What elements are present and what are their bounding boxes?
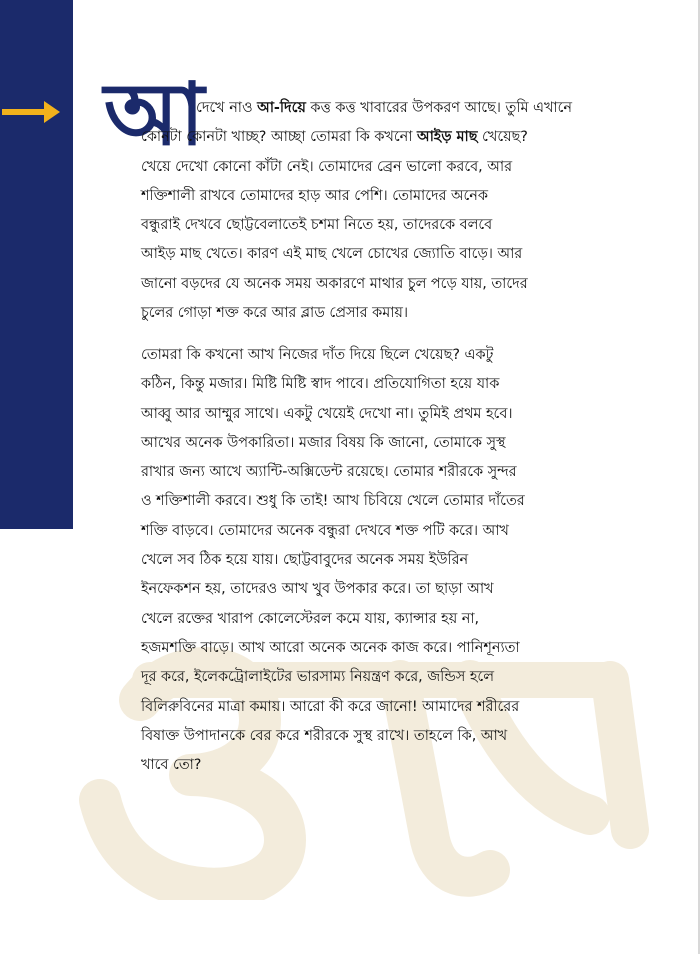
paragraph-line: শক্তি বাড়বে। তোমাদের অনেক বন্ধুরা দেখবে শক্ত পটি করে। আখ [141,522,509,539]
paragraph-line: ও শক্তিশালী করবে। শুধু কি তাই! আখ চিবিয়ে খেলে তোমার দাঁতের [141,493,525,510]
paragraph-line: দূর করে, ইলেকট্রোলাইটের ভারসাম্য নিয়ন্ত্রণ করে, জন্ডিস হলে [141,669,494,686]
paragraph-line: তোমরা কি কখনো আখ নিজের দাঁত দিয়ে ছিলে খেয়েছ? একটু [141,347,494,363]
drop-cap: আ [104,64,205,165]
paragraph-line: কঠিন, কিন্তু মজার। মিষ্টি মিষ্টি স্বাদ পাবে। প্রতিযোগিতা হয়ে যাক [141,376,500,393]
paragraph-line: আব্বু আর আম্মুর সাথে। একটু খেয়েই দেখো না। তুমিই প্রথম হবে। [141,405,513,422]
paragraph-line: কোনটা কোনটা খাচ্ছ? আচ্ছা তোমরা কি কখনো আইড় মাছ খেয়েছ? [141,129,528,146]
paragraph-line: রাখার জন্য আখে অ্যান্টি-অক্সিডেন্ট রয়েছে। তোমার শরীরকে সুন্দর [141,464,517,481]
paragraph-line: বিলিরুবিনের মাত্রা কমায়। আরো কী করে জানো! আমাদের শরীরের [141,698,520,715]
paragraph-line: জানো বড়দের যে অনেক সময় অকারণে মাথার চুল পড়ে যায়, তাদের [141,275,528,292]
paragraph-line: খেলে সব ঠিক হয়ে যায়। ছোট্টবাবুদের অনেক সময় ইউরিন [141,552,469,569]
paragraph-1 [141,94,572,328]
side-bar [0,0,73,529]
paragraph-line: চুলের গোড়া শক্ত করে আর ব্লাড প্রেসার কমায়। [141,305,409,322]
paragraph-line: হজমশক্তি বাড়ে। আখ আরো অনেক অনেক কাজ করে। পানিশূন্যতা [141,639,520,656]
paragraph-line: আখের অনেক উপকারিতা। মজার বিষয় কি জানো, তোমাকে সুস্থ [141,434,506,451]
paragraph-line: খেলে রক্তের খারাপ কোলেস্টেরল কমে যায়, ক্যান্সার হয় না, [141,610,480,627]
paragraph-line: ইনফেকশন হয়, তাদেরও আখ খুব উপকার করে। তা ছাড়া আখ [141,581,494,598]
arrow-right-icon [0,92,62,132]
paragraph-line: বিষাক্ত উপাদানকে বের করে শরীরকে সুস্থ রাখে। তাহলে কি, আখ [141,727,508,744]
paragraph-line: শক্তিশালী রাখবে তোমাদের হাড় আর পেশি। তোমাদের অনেক [141,187,488,204]
paragraph-line: খেয়ে দেখো কোনো কাঁটা নেই। তোমাদের ব্রেন ভালো করবে, আর [141,158,512,175]
paragraph-line: দেখে নাও আ-দিয়ে কত্ত কত্ত খাবারের উপকরণ আছে। তুমি এখানে [196,100,572,116]
paragraph-2 [141,341,525,780]
paragraph-line: আইড় মাছ খেতে। কারণ এই মাছ খেলে চোখের জ্যোতি বাড়ে। আর [141,246,523,263]
paragraph-line: খাবে তো? [141,757,202,774]
paragraph-line: বন্ধুরাই দেখবে ছোট্টবেলাতেই চশমা নিতে হয়, তাদেরকে বলবে [141,217,493,234]
